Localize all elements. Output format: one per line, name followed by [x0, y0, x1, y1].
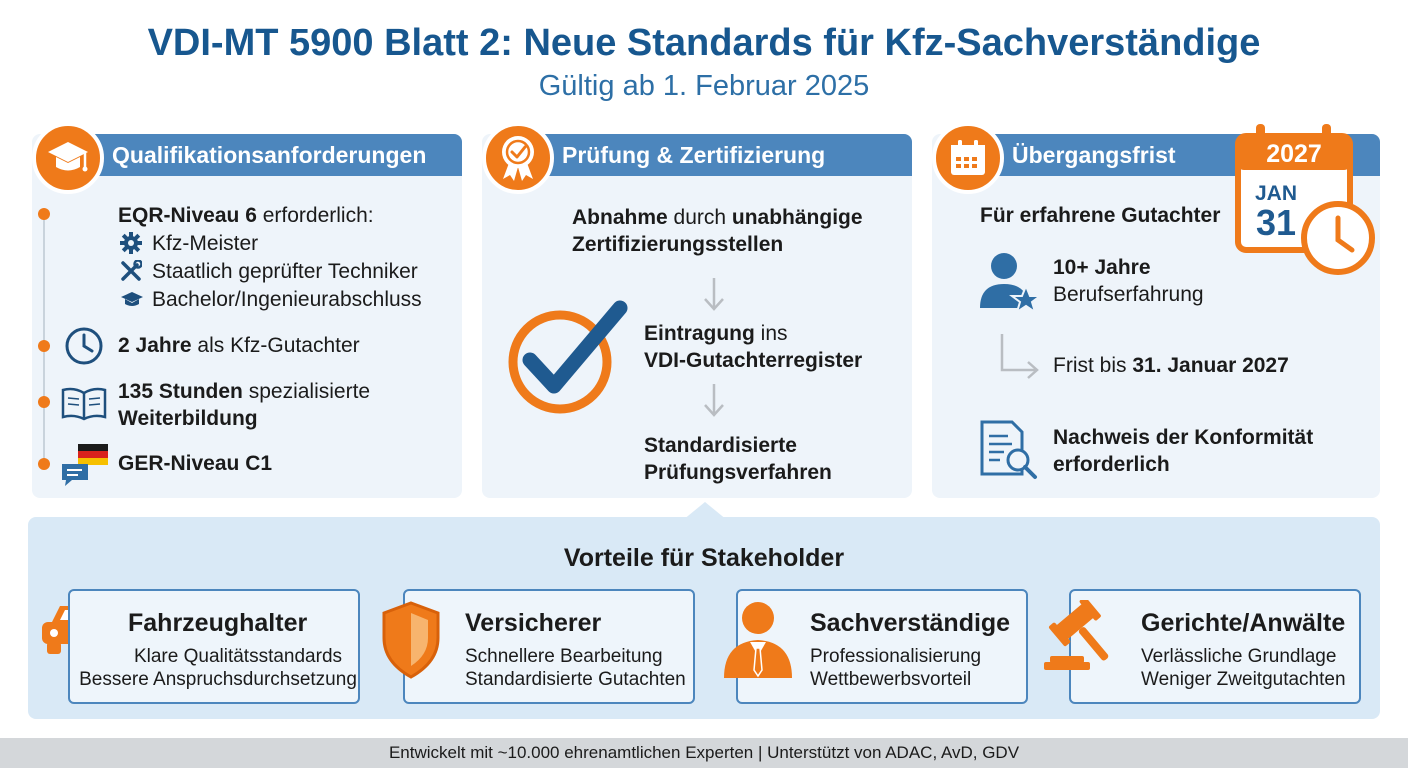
exam-step-verfahren: Standardisierte Prüfungsverfahren: [644, 434, 832, 484]
graduation-cap-icon: [120, 290, 144, 315]
stakeholder-benefits: Klare Qualitätsstandards Bessere Anspruchsdurchsetzung: [79, 646, 357, 690]
stakeholder-card-fahrzeughalter: [68, 589, 360, 704]
exam-header: Prüfung & Zertifizierung: [532, 134, 912, 176]
stakeholder-title: Sachverständige: [810, 609, 1011, 637]
transition-header: Übergangsfrist: [982, 134, 1380, 176]
german-flag-speech-icon: [60, 442, 110, 493]
eqr-requirement: EQR-Niveau 6 erforderlich:: [118, 204, 374, 227]
book-icon: [60, 386, 108, 427]
timeline-dot: [38, 340, 50, 352]
timeline-dot: [38, 396, 50, 408]
calendar-month: JAN: [1254, 182, 1297, 205]
stakeholder-title: Gerichte/Anwälte: [1141, 609, 1346, 637]
arrow-down-icon: [700, 276, 728, 317]
stakeholder-heading: Vorteile für Stakeholder: [563, 544, 845, 572]
stakeholder-title: Fahrzeughalter: [128, 609, 308, 637]
timeline-dot: [38, 458, 50, 470]
calendar-icon: [932, 122, 1004, 194]
training-requirement: 135 Stunden spezialisierte Weiterbildung: [118, 380, 371, 430]
document-search-icon: [978, 418, 1040, 485]
deadline-calendar-graphic: [1232, 122, 1380, 278]
clock-icon: [64, 326, 104, 371]
exam-card: [482, 134, 912, 498]
footer: Entwickelt mit ~10.000 ehrenamtlichen Experten | Unterstützt von ADAC, AvD, GDV: [0, 738, 1408, 768]
stakeholder-benefits: Schnellere Bearbeitung Standardisierte Gutachten: [465, 646, 686, 690]
exam-step-eintragung: Eintragung ins VDI-Gutachterregister: [644, 322, 863, 372]
person-icon: [718, 598, 798, 687]
transition-experience: 10+ Jahre Berufserfahrung: [1053, 256, 1204, 306]
transition-proof: Nachweis der Konformität erforderlich: [1053, 426, 1314, 476]
arrow-down-icon: [700, 382, 728, 423]
graduation-cap-icon: [32, 122, 104, 194]
exam-step-abnahme: Abnahme durch unabhängige Zertifizierungsstellen: [572, 206, 863, 256]
page-subtitle: Gültig ab 1. Februar 2025: [538, 70, 870, 102]
award-ribbon-icon: [482, 122, 554, 194]
qualification-card: [32, 134, 462, 498]
shield-icon: [380, 600, 442, 685]
language-requirement: GER-Niveau C1: [118, 452, 273, 475]
checkmark-circle-icon: [502, 300, 632, 419]
stakeholder-title: Versicherer: [465, 609, 602, 637]
option-bachelor: Bachelor/Ingenieurabschluss: [152, 288, 422, 311]
page-title: VDI-MT 5900 Blatt 2: Neue Standards für Kfz-Sachverständige: [147, 22, 1261, 64]
tools-icon: [120, 260, 142, 287]
experience-requirement: 2 Jahre als Kfz-Gutachter: [118, 334, 360, 357]
transition-subheading: Für erfahrene Gutachter: [980, 204, 1221, 227]
stakeholder-benefits: Verlässliche Grundlage Weniger Zweitgutachten: [1141, 646, 1346, 690]
calendar-year: 2027: [1266, 140, 1322, 168]
option-techniker: Staatlich geprüfter Techniker: [152, 260, 418, 283]
stakeholder-card-versicherer: [403, 589, 695, 704]
timeline-dot: [38, 208, 50, 220]
person-star-icon: [978, 250, 1042, 317]
turn-right-arrow-icon: [998, 332, 1042, 387]
calendar-day: 31: [1255, 202, 1297, 243]
option-kfz-meister: Kfz-Meister: [152, 232, 259, 255]
transition-deadline: Frist bis 31. Januar 2027: [1053, 354, 1289, 377]
gear-icon: [120, 232, 142, 259]
gavel-icon: [1040, 600, 1126, 685]
stakeholder-benefits: Professionalisierung Wettbewerbsvorteil: [810, 646, 982, 690]
qualification-header: Qualifikationsanforderungen: [82, 134, 462, 176]
